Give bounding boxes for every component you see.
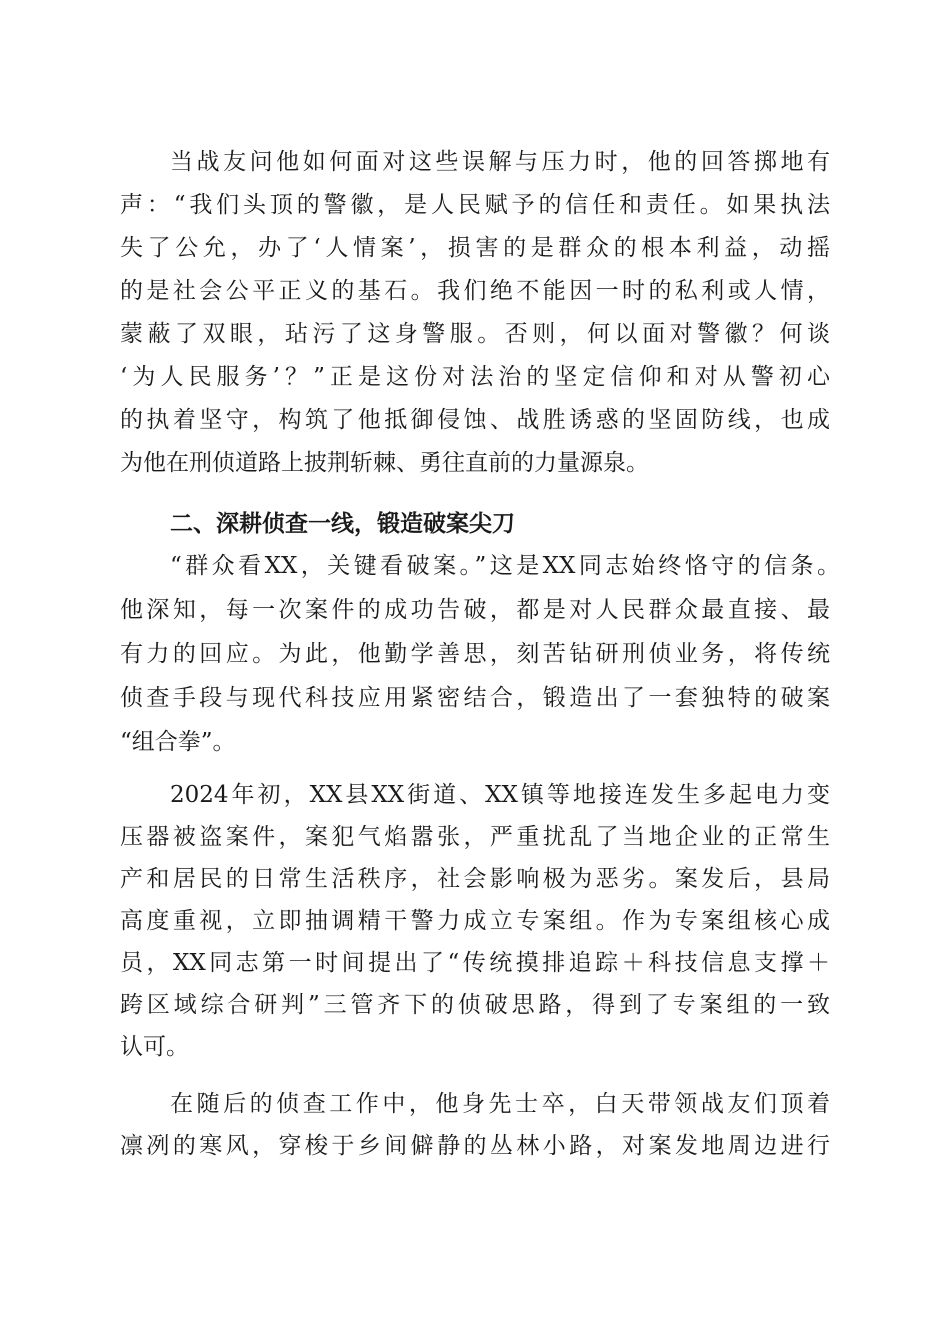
paragraph-3-line-3: 产和居民的日常生活秩序，社会影响极为恶劣。案发后，县局: [120, 866, 830, 892]
paragraph-1-line-4: 的是社会公平正义的基石。我们绝不能因一时的私利或人情，: [120, 278, 830, 304]
paragraph-2-line-5: “组合拳”。: [120, 729, 236, 755]
paragraph-3-line-1: 2024年初，XX县XX街道、XX镇等地接连发生多起电力变: [170, 782, 830, 808]
paragraph-2-line-1: “群众看XX，关键看破案。”这是XX同志始终恪守的信条。: [170, 553, 840, 579]
paragraph-1-line-2: 声：“我们头顶的警徽，是人民赋予的信任和责任。如果执法: [120, 192, 830, 218]
paragraph-1-line-8: 为他在刑侦道路上披荆斩棘、勇往直前的力量源泉。: [120, 450, 649, 476]
paragraph-3-line-5: 员，XX同志第一时间提出了“传统摸排追踪＋科技信息支撑＋: [120, 950, 830, 976]
paragraph-3-line-7: 认可。: [120, 1034, 189, 1060]
paragraph-1-line-5: 蒙蔽了双眼，玷污了这身警服。否则，何以面对警徽？何谈: [120, 321, 830, 347]
paragraph-1-line-1: 当战友问他如何面对这些误解与压力时，他的回答掷地有: [170, 149, 830, 175]
paragraph-4-line-1: 在随后的侦查工作中，他身先士卒，白天带领战友们顶着: [170, 1091, 830, 1117]
paragraph-1-line-6: ‘为人民服务’？”正是这份对法治的坚定信仰和对从警初心: [120, 364, 830, 390]
paragraph-2-line-3: 有力的回应。为此，他勤学善思，刻苦钻研刑侦业务，将传统: [120, 641, 830, 667]
paragraph-3-line-2: 压器被盗案件，案犯气焰嚣张，严重扰乱了当地企业的正常生: [120, 824, 830, 850]
paragraph-2-line-2: 他深知，每一次案件的成功告破，都是对人民群众最直接、最: [120, 597, 830, 623]
paragraph-3-line-4: 高度重视，立即抽调精干警力成立专案组。作为专案组核心成: [120, 908, 830, 934]
section-heading: 二、深耕侦查一线，锻造破案尖刀: [170, 511, 515, 537]
paragraph-1-line-3: 失了公允，办了‘人情案’，损害的是群众的根本利益，动摇: [120, 235, 830, 261]
paragraph-3-line-6: 跨区域综合研判”三管齐下的侦破思路，得到了专案组的一致: [120, 992, 830, 1018]
paragraph-2-line-4: 侦查手段与现代科技应用紧密结合，锻造出了一套独特的破案: [120, 685, 830, 711]
paragraph-1-line-7: 的执着坚守，构筑了他抵御侵蚀、战胜诱惑的坚固防线，也成: [120, 407, 830, 433]
paragraph-4-line-2: 凛冽的寒风，穿梭于乡间僻静的丛林小路，对案发地周边进行: [120, 1133, 830, 1159]
